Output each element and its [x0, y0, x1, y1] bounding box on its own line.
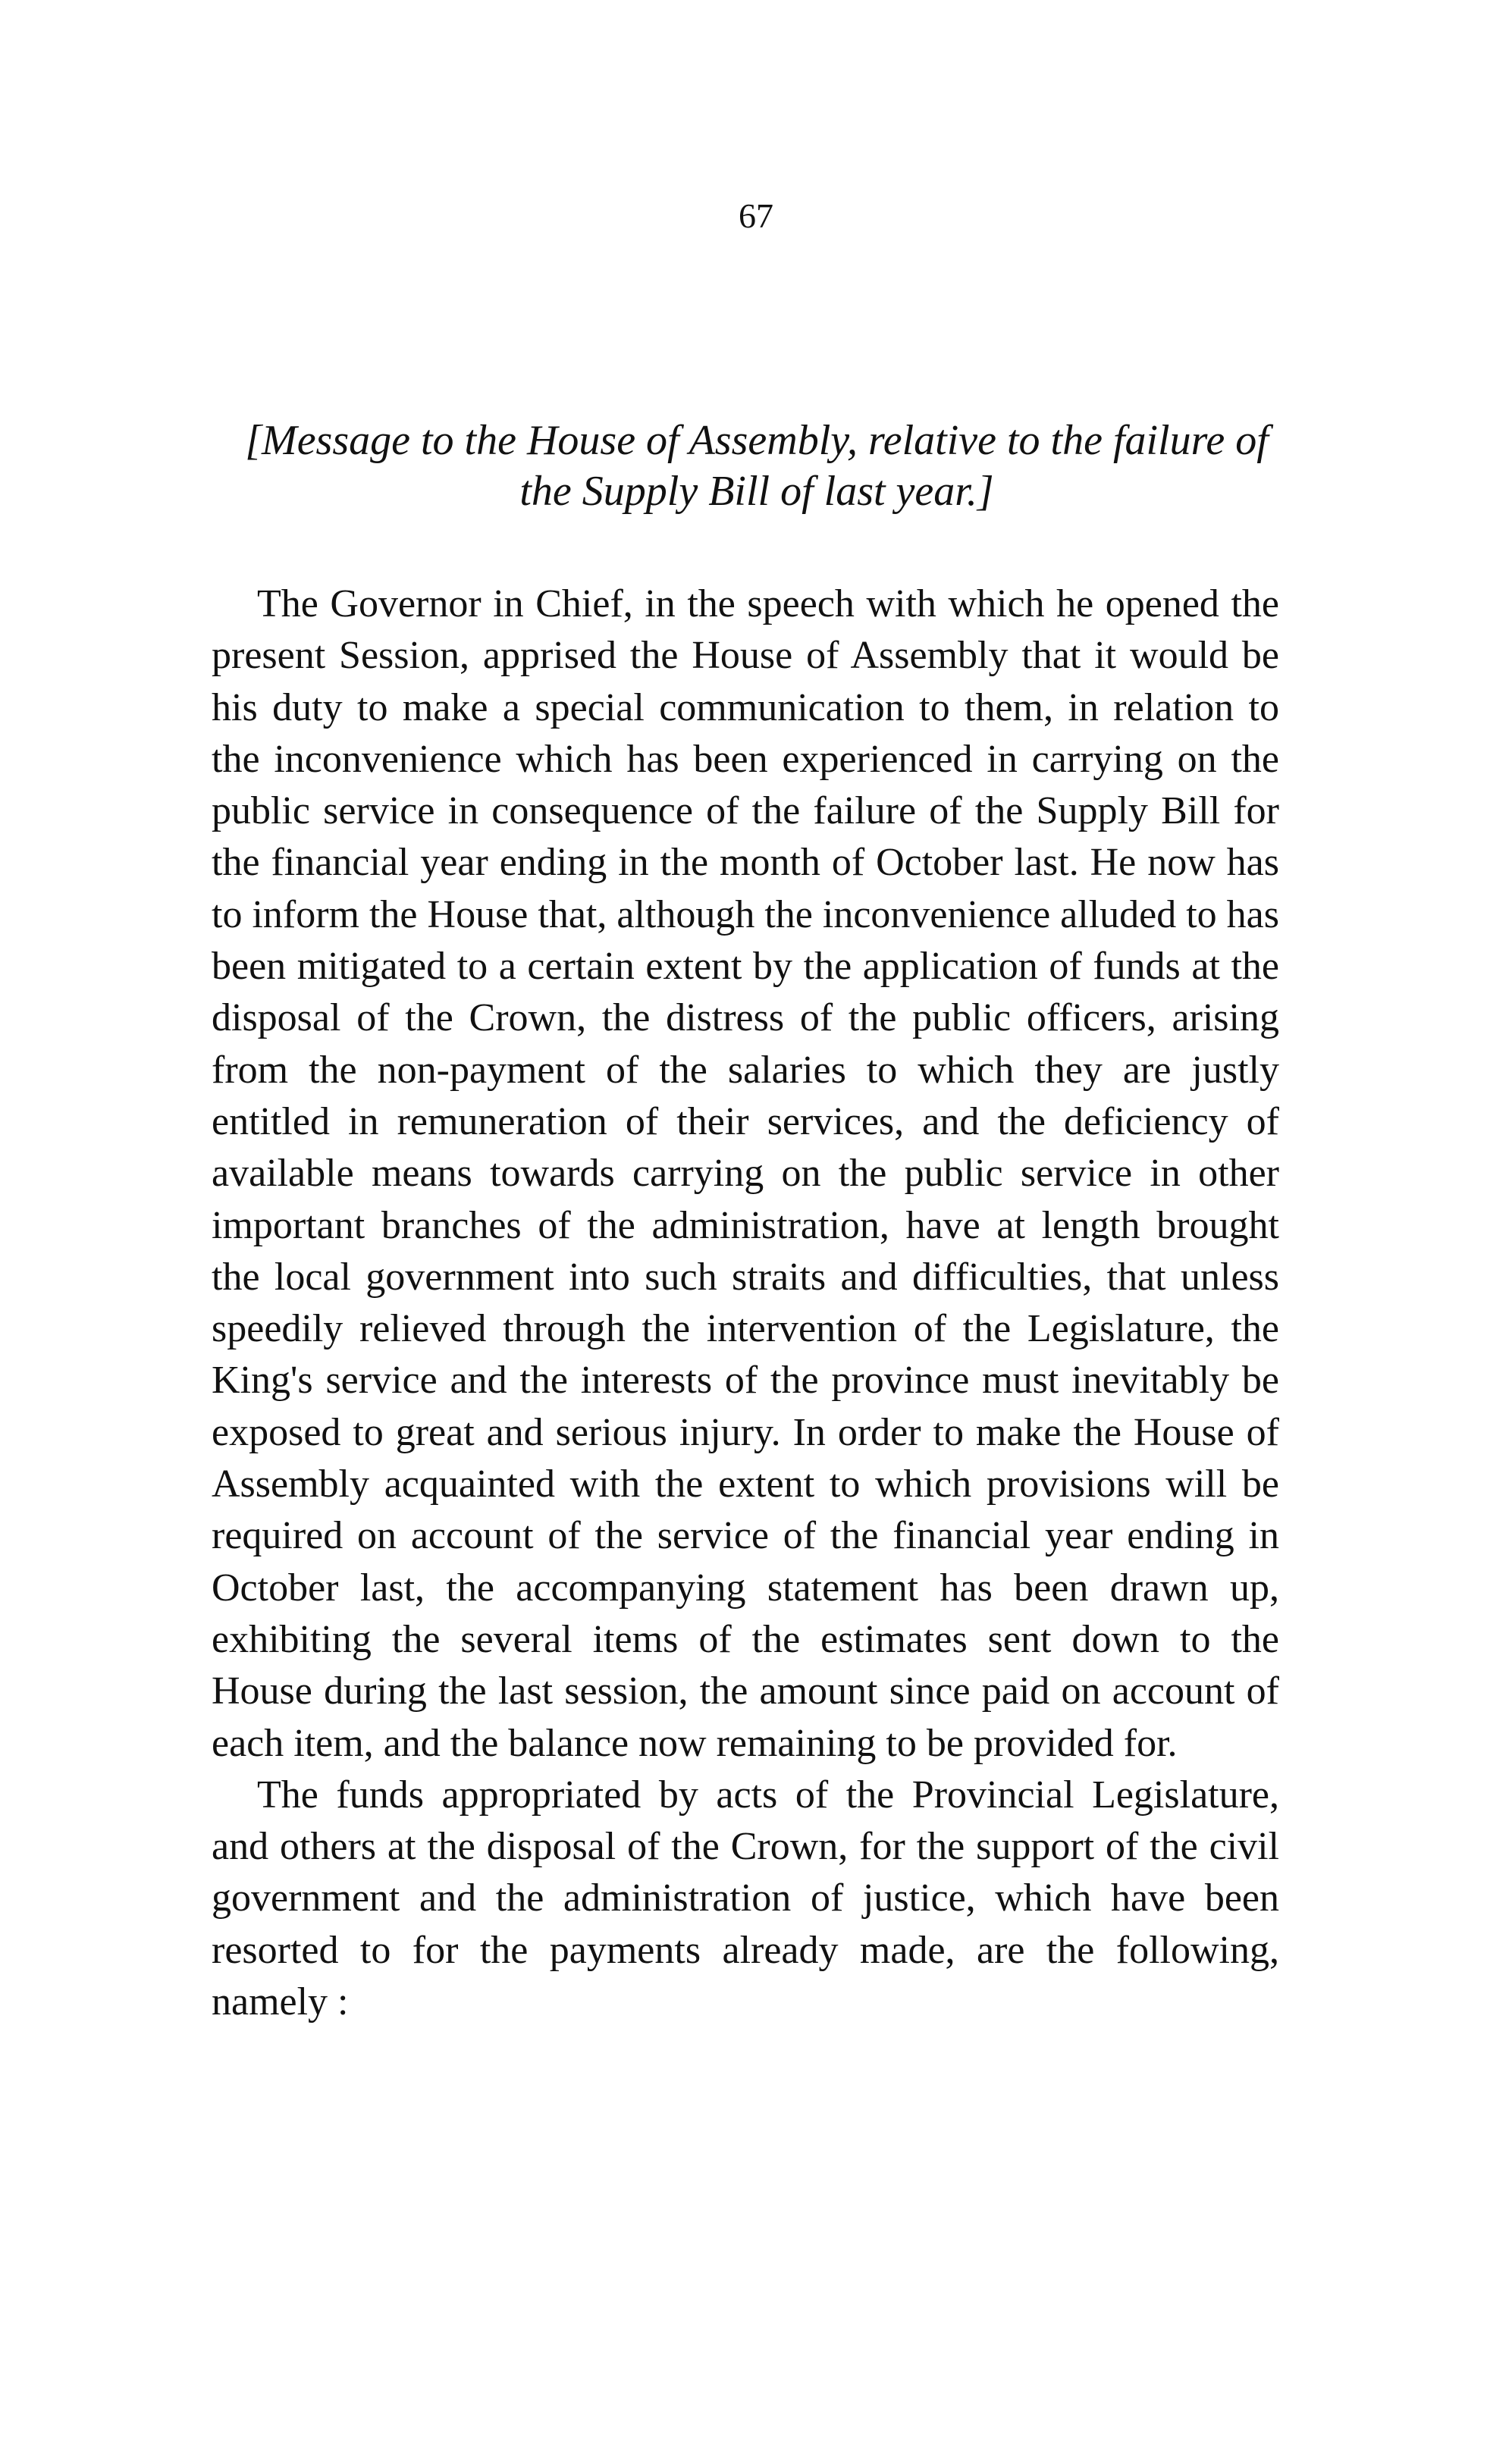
message-heading: [Message to the House of Assembly, relative to the failure of the Supply Bill of last year.] [245, 417, 1269, 515]
body-text [212, 578, 1279, 2028]
paragraph: The Governor in Chief, in the speech with which he opened the present Session, apprised the House of Assembly that it would be his duty to make a special communication to them, in relation to the inconvenience which has been experienced in carrying on the public service in consequence of the failure of the Supply Bill for the financial year ending in the month of October last. He now has to inform the House that, although the inconvenience alluded to has been mitigated to a certain extent by the application of funds at the disposal of the Crown, the distress of the public officers, arising from the non-payment of the salaries to which they are justly entitled in remuneration of their services, and the deficiency of available means towards carrying on the public service in other important branches of the administration, have at length brought the local government into such straits and difficulties, that unless speedily relieved through the intervention of the Legislature, the King's service and the interests of the province must inevitably be exposed to great and serious injury. In order to make the House of Assembly acquainted with the extent to which provisions will be required on account of the service of the financial year ending in October last, the accompanying statement has been drawn up, exhibiting the several items of the estimates sent down to the House during the last session, the amount since paid on account of each item, and the balance now remaining to be provided for. [212, 582, 1279, 1765]
paragraph: The funds appropriated by acts of the Provincial Legislature, and others at the disposal of the Crown, for the support of the civil government and the administration of justice, which have been resorted to for the payments already made, are the following, namely : [212, 1773, 1279, 2024]
page-number: 67 [739, 196, 773, 235]
